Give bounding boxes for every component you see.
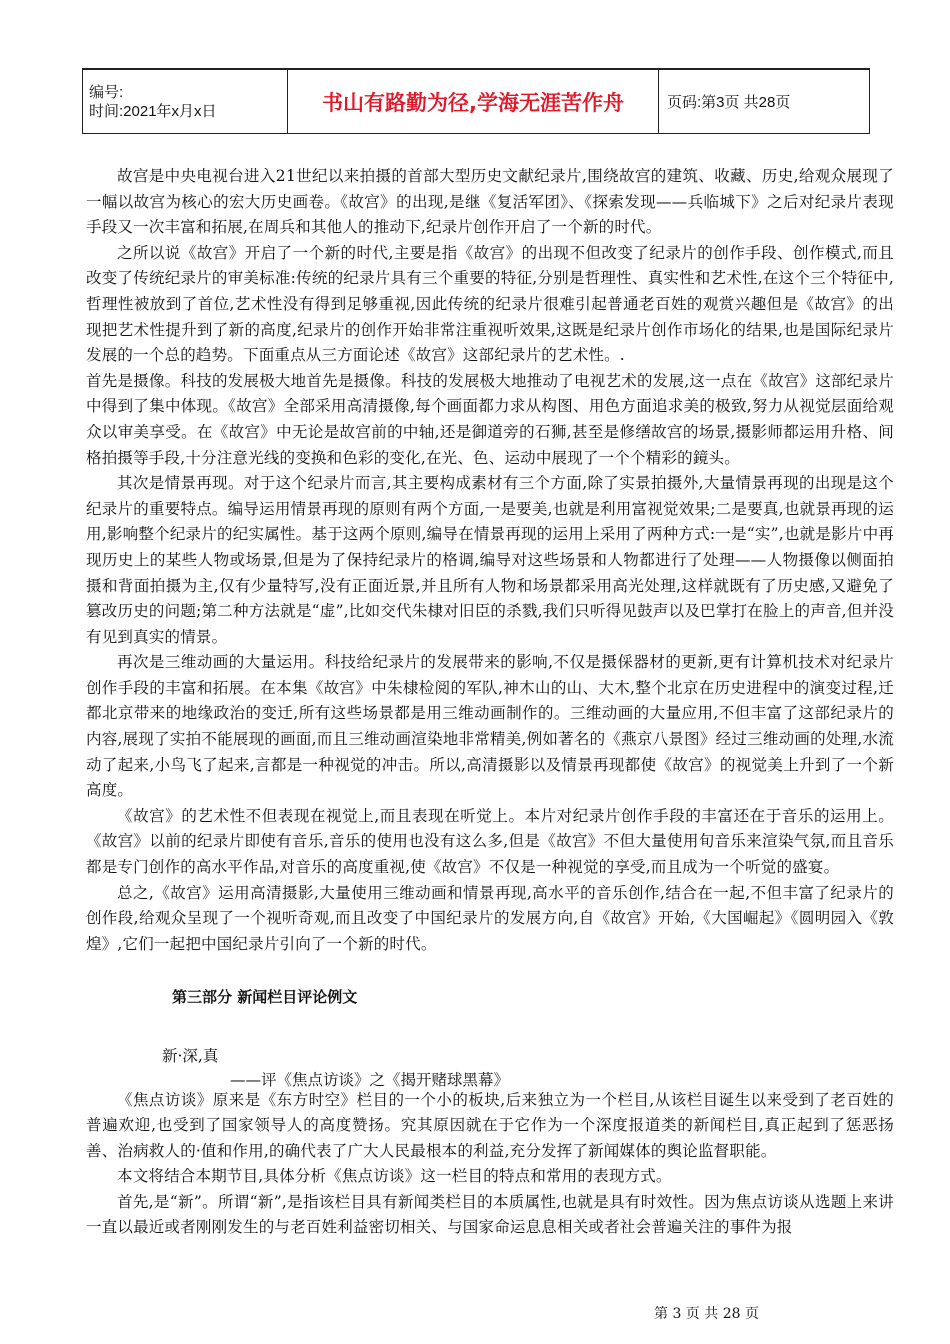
- paragraph-camera: 首先是摄像。科技的发展极大地首先是摄像。科技的发展极大地推动了电视艺术的发展,这一点在《故宫》这部纪录片中得到了集中体现。《故宫》全部采用高清摄像,每个画面都力求从构图、用色方面追求美的极致,努力从视觉层面给观众以审美享受。在《故宫》中无论是故宫前的中轴,还是御道旁的石狮,甚至是修缮故宫的场景,摄影师都运用升格、间格拍摄等手段,十分注意光线的变换和色彩的变化,在光、色、运动中展现了一个个精彩的鏡头。: [86, 371, 894, 467]
- article-paragraph: 《焦点访谈》原来是《东方时空》栏目的一个小的板块,后来独立为一个栏目,从该栏目诞生以来受到了老百姓的普遍欢迎,也受到了国家领导人的高度赞扬。究其原因就在于它作为一个深度报道类的新闻栏目,真正起到了惩恶扬善、治病救人的·值和作用,的确代表了广大人民最根本的利益,充分发挥了新闻媒体的舆论监督职能。: [86, 1091, 894, 1160]
- article-title: 新·深,真: [162, 1047, 219, 1065]
- header-page-number: 页码:第3页 共28页: [659, 69, 870, 134]
- essay-body: [86, 164, 894, 957]
- page-footer: 第 3 页 共 28 页: [654, 1306, 759, 1322]
- document-number: 编号:: [89, 83, 124, 101]
- article-paragraph: 本文将结合本期节目,具体分析《焦点访谈》这一栏目的特点和常用的表现方式。: [117, 1167, 672, 1186]
- paragraph-3d-animation: 再次是三维动画的大量运用。科技给纪录片的发展带来的影响,不仅是摄倸器材的更新,更有计算机技术对纪录片创作手段的丰富和拓展。在本集《故宫》中朱棣检阅的军队,神木山的山、大木,整个北京在历史进程中的演变过程,迁都北京带来的地缘政治的变迁,所有这些场景都是用三维动画制作的。三维动画的大量应用,不但丰富了这部纪录片的内容,展现了实拍不能展现的画面,而且三维动画渲染地非常精美,例如著名的《燕京八景图》经过三维动画的处理,水流动了起来,小鸟飞了起来,言都是一种视觉的冲击。所以,高清摄影以及情景再现都使《故宫》的视觉美上升到了一个新高度。: [86, 653, 894, 800]
- section-heading: 第三部分 新闻栏目评论例文: [172, 988, 358, 1006]
- header-motto: 书山有路勤为径,学海无涯苦作舟: [288, 69, 659, 134]
- document-date: 时间:2021年x月x日: [89, 102, 217, 120]
- article-subtitle: ——评《焦点访谈》之《揭开赌球黑幕》: [230, 1071, 510, 1089]
- page-header: [82, 68, 870, 134]
- header-meta: [83, 69, 288, 134]
- paragraph-new-era: 之所以说《故宫》开启了一个新的时代,主要是指《故宫》的出现不但改变了纪录片的创作手段、创作模式,而且改变了传统纪录片的审美标准:传统的纪录片具有三个重要的特征,分别是哲理性、真实性和艺术性,在这个三个特征中,哲理性被放到了首位,艺术性没有得到足够重视,因此传统的纪录片很难引起普通老百姓的观赏兴趣但是《故宫》的出现把艺术性提升到了新的高度,纪录片的创作开始非常注重视听效果,这既是纪录片创作市场化的结果,也是国际纪录片发展的一个总的趋势。下面重点从三方面论述《故宫》这部纪录片的艺术性。.: [86, 243, 894, 365]
- article-body: [86, 1088, 894, 1240]
- paragraph-intro: 故宫是中央电视台进入21世纪以来拍摄的首部大型历史文献纪录片,围绕故宫的建筑、收藏、历史,给观众展现了一幅以故宫为核心的宏大历史画卷。《故宫》的出现,是继《复活军团》、《探索发现——兵临城下》之后对纪录片表现手段又一次丰富和拓展,在周兵和其他人的推动下,纪录片创作开启了一个新的时代。: [86, 167, 894, 237]
- paragraph-reenactment: 其次是情景再现。对于这个纪录片而言,其主要构成素材有三个方面,除了实景拍摄外,大量情景再现的出现是这个纪录片的重要特点。编导运用情景再现的原则有两个方面,一是要美,也就是利用富视觉效果;二是要真,也就景再现的运用,影响整个纪录片的纪实属性。基于这两个原则,编导在情景再现的运用上采用了两种方式:一是“实”,也就是影片中再现历史上的某些人物或场景,但是为了保持纪录片的格调,编导对这些场景和人物都进行了处理——人物摄像以侧面拍摄和背面拍摄为主,仅有少量特写,没有正面近景,并且所有人物和场景都采用高光处理,这样就既有了历史感,又避免了篡改历史的问题;第二种方法就是“虚”,比如交代朱棣对旧臣的杀戮,我们只听得见鼓声以及巴掌打在脸上的声音,但并没有见到真实的情景。: [86, 474, 894, 646]
- paragraph-conclusion: 总之,《故宫》运用高清摄影,大量使用三维动画和情景再现,高水平的音乐创作,结合在一起,不但丰富了纪录片的创作段,给观众呈现了一个视听奇观,而且改变了中国纪录片的发展方向,自《故宫》开始,《大国崛起》《圆明园入《敦煌》,它们一起把中国纪录片引向了一个新的时代。: [86, 883, 894, 953]
- article-paragraph: 首先,是“新”。所谓“新”,是指该栏目具有新闻类栏目的本质属性,也就是具有时效性。因为焦点访谈从选题上来讲一直以最近或者刚刚发生的与老百姓利益密切相关、与国家命运息息相关或者社会普遍关注的事件为报: [86, 1192, 894, 1237]
- paragraph-music: 《故宫》的艺术性不但表现在视觉上,而且表现在听觉上。本片对纪录片创作手段的丰富还在于音乐的运用上。《故宫》以前的纪录片即使有音乐,音乐的使用也没有这么多,但是《故宫》不但大量使用旬音乐来渲染气氛,而且音乐都是专门创作的高水平作品,对音乐的高度重视,使《故宫》不仅是一种视觉的享受,而且成为一个听觉的盛宴。: [86, 806, 894, 877]
